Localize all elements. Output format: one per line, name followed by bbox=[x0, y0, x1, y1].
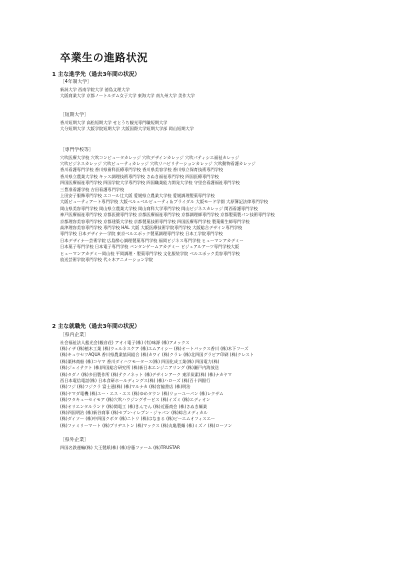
page-title: 卒業生の進路状況 bbox=[60, 52, 148, 64]
list-item: ヒューマンアカデミー岡山校 平岡調理・製菓専門学校 文化服装学院 ベルエポック美容専門学校 bbox=[60, 250, 240, 256]
list-item: 香川看護専門学校 香川県歯科医療専門学校 香川県美容学校 香川県立保育技術専門学校 bbox=[60, 167, 224, 173]
block-heading: ［県外企業］ bbox=[60, 438, 89, 443]
list-item: (株)オリエンタルランド (株)関電工 (株)きんでん (株)近藤商会 (株)さぬき麺業 bbox=[60, 403, 208, 409]
list-item: (株)ジェイテクト (株)四国総合研究所 (株)新日本エンジニアリング (株)瀬戸内海放送 bbox=[60, 365, 219, 371]
list-item: 香川県立農業大学校 キッス調理技術専門学校 さぬき福祉専門学校 四国医療専門学校 bbox=[60, 173, 219, 179]
list-item: (株)ダイソー (株)中四国クボタ (株)ニトリ (株)はなまる (株)ピーエムオフィスエー bbox=[60, 416, 215, 422]
list-item: (株)ワタキューセイモア (株)穴吹ハウジングサービス (株)イズミ (株)エディオン bbox=[60, 397, 211, 403]
block-heading: ［短期大学］ bbox=[60, 113, 89, 118]
list-item: (株)ファミリーマート (株)ブリヂストン (株)マックス (株)丸亀製麺 (株)ミズノ (株)ローソン bbox=[60, 422, 232, 428]
list-item: 大分短期大学 大阪学院短期大学 大阪国際大学短期大学部 岡山短期大学 bbox=[60, 125, 194, 131]
block-heading: ［県内企業］ bbox=[60, 333, 89, 338]
list-item: 大阪商業大学 京都ノートルダム女子大学 東海大学 南九州大学 美作大学 bbox=[60, 92, 195, 98]
block-heading: ［4年制大学］ bbox=[60, 80, 92, 85]
block-local-companies bbox=[60, 333, 356, 429]
block-external-companies bbox=[60, 438, 356, 451]
list-item: (株)栗林商船 (株)コヤマ 香川ダイハツモータース(株) 四国化成工業(株) 四国電力(株) bbox=[60, 358, 220, 364]
list-item: 放送芸術学院専門学校 代々木アニメーション学院 bbox=[60, 257, 154, 262]
list-item: 香川短期大学 高松短期大学 せとうち観光専門職短期大学 bbox=[60, 119, 168, 125]
list-item: (株)イザ (株)植木工業 (株)ウェルネスケア (株)エムアイシー (株)オートバックス香川 (株)木下フーズ bbox=[60, 345, 249, 351]
list-item: 大阪ビューティアート専門学校 大阪ベルェベルビューティ＆ブライダル 大阪モード学園 大原簿記法律専門学校 bbox=[60, 199, 269, 205]
list-item: 岡山県美容専門学校 岡山県立農業大学校 岡山商科大学専門学校 岡山ビジネスカレッジ 関西看護専門学校 bbox=[60, 205, 258, 211]
list-item: (株)四国明治 (株)新谷商事 (株)セブン-イレブン・ジャパン (株)綜合メディカル bbox=[60, 409, 208, 415]
list-item: (株)タダノ (株)多田製作所 (株)テクノネット (株)デザインアーク 東洋炭素(株) (株)ナカヤマ bbox=[60, 371, 232, 377]
block-universities bbox=[60, 80, 356, 99]
list-item: 社会福祉法人慈光会(観音荘) アオイ電子(株) (有)味源 (株)アメックス bbox=[60, 339, 190, 345]
list-item: 四国名鉄運輸(株) 大王製紙(株) (株)谷藤ファーム (株)TRUSTAR bbox=[60, 444, 180, 450]
list-item: 高津理容美容専門学校 専門学校 HAL 大阪 大阪医療技術学院専門学校 大阪総合デザイン専門学校 bbox=[60, 224, 243, 230]
block-heading: ［専門学校等］ bbox=[60, 148, 94, 153]
list-item: 日本デザイナー芸術学院 広島酔心調理製菓専門学校 福岡ビジネス専門学校 ヒューマンアカデミー bbox=[60, 237, 244, 243]
list-item: (株)ヤマダ電機 (株)ユー・エス・エス (株)ゆめタウン (株)リョーユーパン (株)レクザム bbox=[60, 390, 224, 396]
list-item: 上田安子服飾専門学校 エコール辻大阪 愛媛県立農業大学校 愛媛調理製菓専門学校 bbox=[60, 192, 215, 198]
list-item: 四国医療福祉専門学校 四国学院大学専門学校 四国職業能力開発大学校 守里会看護福祉専門学校 bbox=[60, 180, 240, 186]
list-item: (株)フジ (株)フジクラ 富士通(株) (株)マルナカ (株)宮脇書店 (株)明治 bbox=[60, 384, 191, 390]
block-junior-colleges bbox=[60, 113, 356, 132]
section-heading-further-education: 1 主な進学先（過去3年間の状況） bbox=[52, 72, 141, 78]
list-item: 穴吹ビジネスカレッジ 穴吹ビューティカレッジ 穴吹リハビリテーションカレッジ 穴吹動物看護カレッジ bbox=[60, 160, 256, 166]
list-item: 穴吹医療大学校 穴吹コンピュータカレッジ 穴吹デザインカレッジ 穴吹パティシエ福祉カレッジ bbox=[60, 154, 240, 160]
list-item: 神戸医療福祉専門学校 京都医健専門学校 京都医療福祉専門学校 京都調理師専門学校 京都製菓製パン技術専門学校 bbox=[60, 212, 275, 218]
list-item: 日本菓子専門学校 日本電子専門学校 バンタンゲームアカデミー ビジュアルアーツ専門学校大阪 bbox=[60, 244, 240, 250]
list-item: 新潟大学 西南学院大学 徳島文理大学 bbox=[60, 86, 130, 92]
section-heading-employment: 2 主な就職先（過去3年間の状況） bbox=[52, 324, 141, 330]
list-item: 三豊准看護学校 吉田看護専門学校 bbox=[60, 186, 125, 192]
list-item: (株)キュウセツAQUA 香川県農業協同組合 (株)カワイ (株)クラレ (株)北四国グラビア印刷 (株)クレスト bbox=[60, 352, 254, 358]
list-item: 京都理容美容専門学校 京都建築大学校 京都製菓技術専門学校 四国医療専門学校 製菓衛生師専門学校 bbox=[60, 218, 250, 224]
list-item: 専門学校 日本デザイナー学院 東京ベルエポック製菓調理専門学校 日本工学院専門学校 bbox=[60, 231, 223, 237]
block-vocational-schools bbox=[60, 148, 356, 263]
list-item: 西日本電信電話(株) 日本食研ホールディングス(株) (株)ハローズ (株)百十四銀行 bbox=[60, 377, 211, 383]
